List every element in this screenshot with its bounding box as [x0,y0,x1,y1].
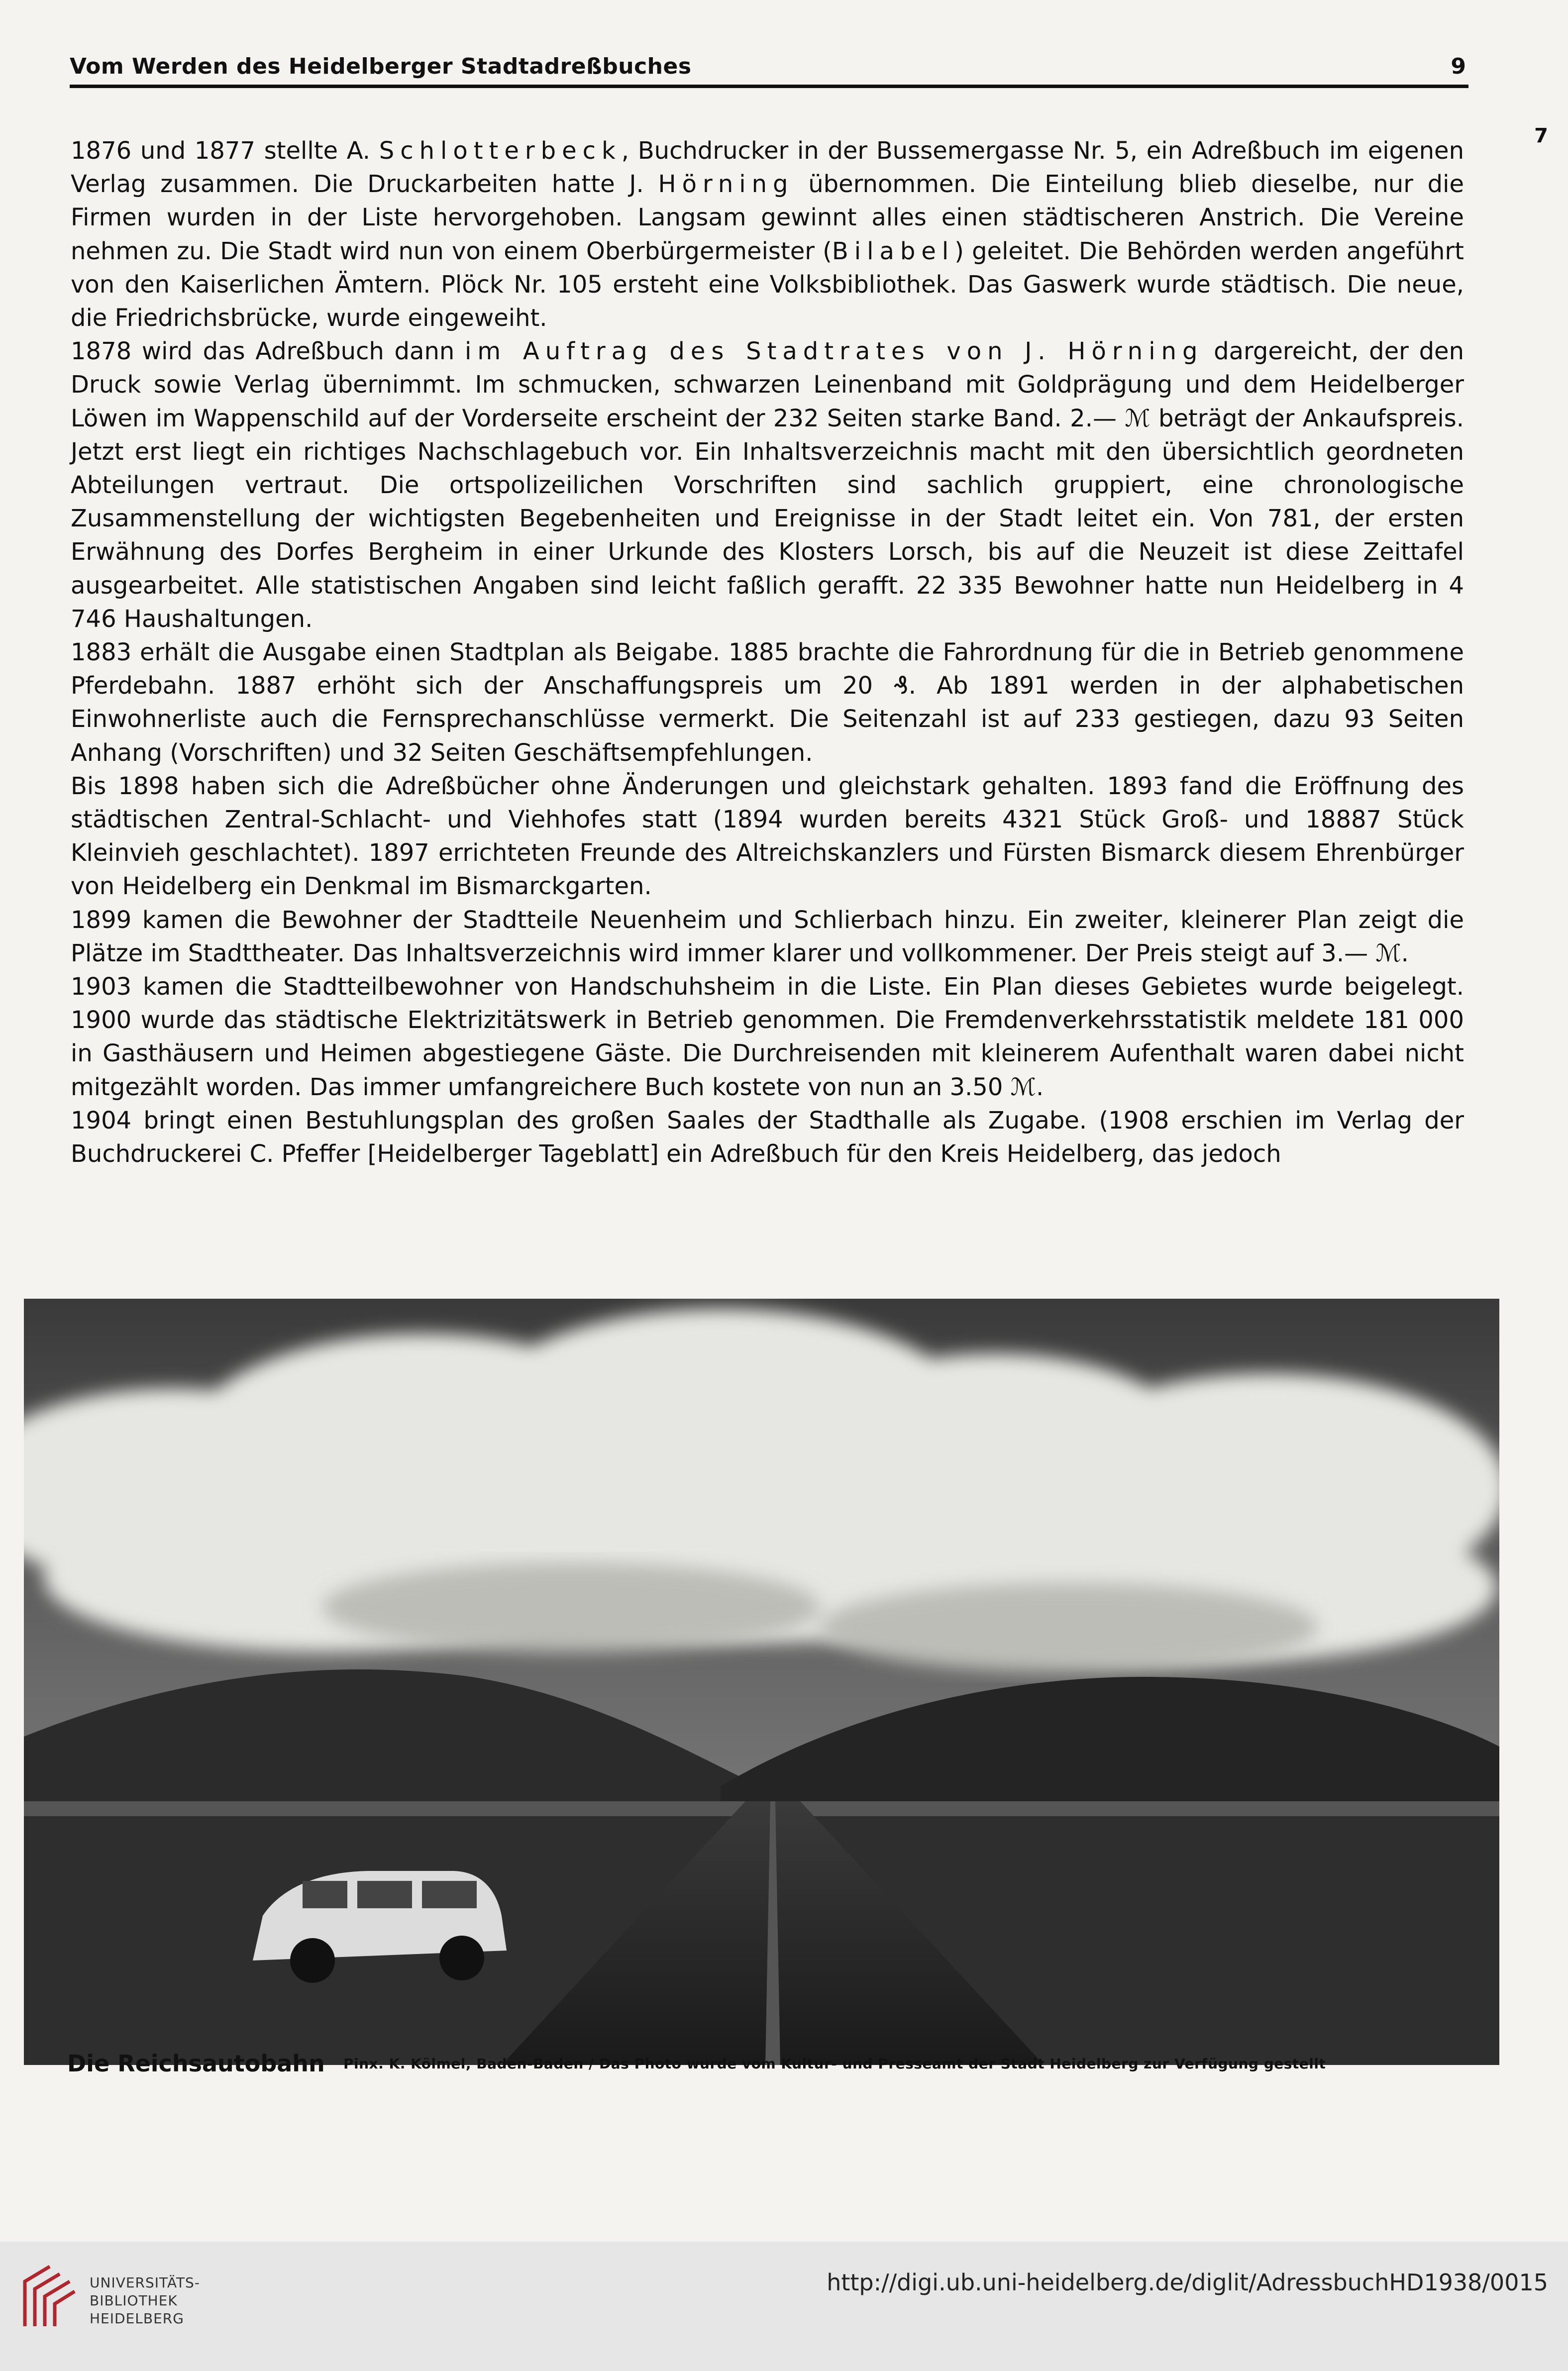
text-run: 1876 und 1877 stellte A. [71,137,379,165]
page-number: 9 [1451,54,1466,79]
library-name-line: HEIDELBERG [90,2310,184,2327]
spaced-name: Bilabel [832,237,955,265]
reichsautobahn-painting [24,1299,1499,2065]
university-library-logo [15,2262,80,2336]
text-run: übernommen. Die Einteilung blieb dieselbe, nur die Firmen wurden in der Liste hervorgehoben. Langsam gewinnt alles einen städtischeren Anstrich. Die Vereine nehmen zu. Die Stadt wird nun von einem Oberbürgermeister ( [71,170,1464,265]
paragraph-1898: Bis 1898 haben sich die Adreßbücher ohne Änderungen und gleichstark gehalten. 1893 fand die Eröffnung des städtischen Zentral-Schlacht- und Viehhofes statt (1894 wurden bereits 4321 Stück Groß- und 18887 Stück Kleinvieh geschlachtet). 1897 errichteten Freunde des Altreichskanzlers und Fürsten Bismarck diesem Ehrenbürger von Heidelberg ein Denkmal im Bismarckgarten. [71,772,1464,901]
text-run: dargereicht, der den Druck sowie Verlag übernimmt. Im schmucken, schwarzen Leinenband mit Goldprägung und dem Heidelberger Löwen im Wappenschild auf der Vorderseite erscheint der 232 Seiten starke Band. 2.— ℳ beträgt der Ankaufspreis. Jetzt erst liegt ein richtiges Nachschlagebuch vor. Ein Inhaltsverzeichnis macht mit den übersichtlich geordneten Abteilungen vertraut. Die ortspolizeilichen Vorschriften sind sachlich gruppiert, eine chronologische Zusammenstellung der wichtigsten Begebenheiten und Ereignisse in der Stadt leitet ein. Von 781, der ersten Erwähnung des Dorfes Bergheim in einer Urkunde des Klosters Lorsch, bis auf die Neuzeit ist diese Zeittafel ausgearbeitet. Alle statistischen Angaben sind leicht faßlich gerafft. 22 335 Bewohner hatte nun Heidelberg in 4 746 Haushaltungen. [71,337,1464,633]
library-name-line: UNIVERSITÄTS- [90,2274,200,2291]
library-name [90,2274,200,2328]
edge-mark: 7 [1534,124,1548,147]
text-run: ) geleitet. Die Behörden werden angeführt von den Kaiserlichen Ämtern. Plöck Nr. 105 ersteht eine Volksbibliothek. Das Gaswerk wurde städtisch. Die neue, die Friedrichsbrücke, wurde eingeweiht. [71,237,1464,332]
header-rule [70,85,1468,88]
text-run: , Buchdrucker in der Bussemergasse Nr. 5, ein Adreßbuch im eigenen Verlag zusammen. Die Druckarbeiten hatte J. [71,137,1464,199]
paragraph-1878 [71,335,1464,636]
running-head: Vom Werden des Heidelberger Stadtadreßbuches [70,54,692,79]
photo-caption-credit: Pinx. K. Kölmel, Baden-Baden / Das Photo wurde vom Kultur- und Presseamt der Stadt Heidelberg zur Verfügung gestellt [343,2056,1326,2072]
paragraph-1904: 1904 bringt einen Bestuhlungsplan des großen Saales der Stadthalle als Zugabe. (1908 erschien im Verlag der Buchdruckerei C. Pfeffer [Heidelberger Tageblatt] ein Adreßbuch für den Kreis Heidelberg, das jedoch [71,1106,1464,1168]
text-run: 1878 wird das Adreßbuch dann [71,337,465,366]
footer-strip [0,2242,1568,2371]
paragraph-1876 [71,134,1464,335]
paragraph-1903: 1903 kamen die Stadtteilbewohner von Handschuhsheim in die Liste. Ein Plan dieses Gebietes wurde beigelegt. 1900 wurde das städtische Elektrizitätswerk in Betrieb genommen. Die Fremdenverkehrsstatistik meldete 181 000 in Gasthäusern und Heimen abgestiegene Gäste. Die Durchreisenden mit kleinerem Aufenthalt waren dabei nicht mitgezählt worden. Das immer umfangreichere Buch kostete von nun an 3.50 ℳ. [71,973,1464,1101]
source-url[interactable]: http://digi.ub.uni-heidelberg.de/diglit/AdressbuchHD1938/0015 [827,2269,1548,2296]
spaced-phrase: im Auftrag des Stadtrates von J. Hörning [465,337,1204,366]
paragraph-1899: 1899 kamen die Bewohner der Stadtteile Neuenheim und Schlierbach hinzu. Ein zweiter, kleinerer Plan zeigt die Plätze im Stadttheater. Das Inhaltsverzeichnis wird immer klarer und vollkommener. Der Preis steigt auf 3.— ℳ. [71,906,1464,967]
paragraph-1883: 1883 erhält die Ausgabe einen Stadtplan als Beigabe. 1885 brachte die Fahrordnung für die in Betrieb genommene Pferdebahn. 1887 erhöht sich der Anschaffungspreis um 20 ₰. Ab 1891 werden in der alphabetischen Einwohnerliste auch die Fernsprechanschlüsse vermerkt. Die Seitenzahl ist auf 233 gestiegen, dazu 93 Seiten Anhang (Vorschriften) und 32 Seiten Geschäftsempfehlungen. [71,638,1464,767]
library-name-line: BIBLIOTHEK [90,2292,178,2309]
spaced-name: Schlotterbeck [379,137,622,165]
spaced-name: Hörning [658,170,794,199]
body-text [71,134,1464,1171]
photo-caption-title: Die Reichsautobahn [67,2050,325,2077]
painting-illustration [24,1299,1499,2065]
